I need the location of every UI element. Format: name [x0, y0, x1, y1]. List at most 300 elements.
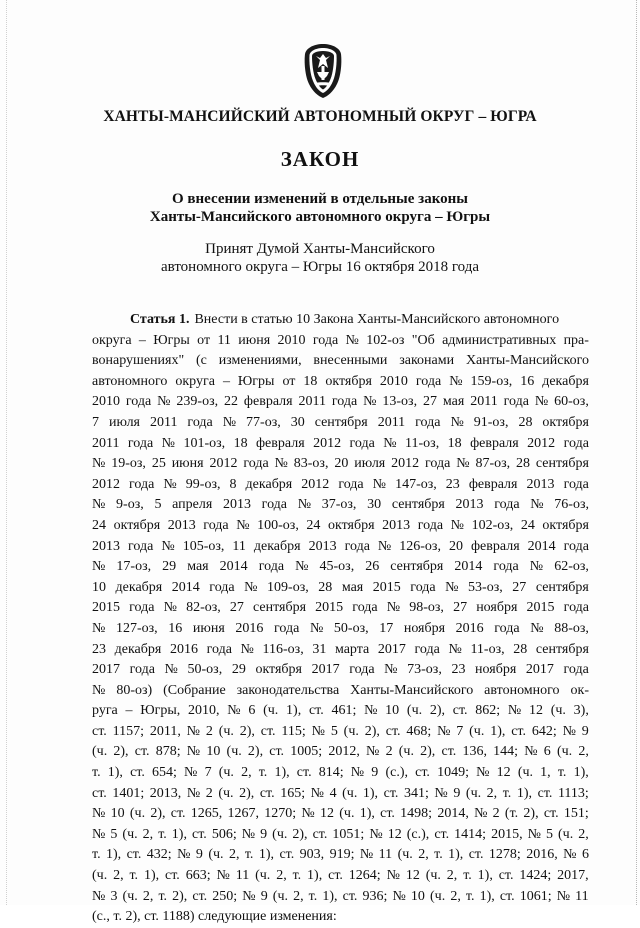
- article-word: 2011: [298, 394, 326, 410]
- article-word: 28: [516, 456, 531, 472]
- article-word: 1157;: [112, 723, 144, 739]
- article-word: 2013: [455, 497, 484, 513]
- document-title-line: Ханты-Мансийского автономного округа – Югры: [149, 209, 491, 225]
- article-word: 2011: [149, 414, 178, 430]
- article-word: №: [448, 641, 462, 657]
- article-word: 1),: [516, 785, 533, 801]
- article-word: №: [186, 785, 201, 801]
- article-word: 23: [445, 476, 460, 492]
- article-word: т.: [502, 785, 512, 801]
- article-word: ст.: [126, 847, 142, 863]
- article-word: №: [530, 620, 544, 636]
- article-word: 1113;: [557, 785, 589, 801]
- article-word: №: [386, 868, 400, 884]
- article-word: (ч.: [342, 785, 358, 801]
- article-word: 10: [92, 579, 106, 595]
- article-word: 88-оз,: [554, 620, 589, 636]
- article-word: –: [138, 332, 146, 348]
- article-heading: Статья 1.: [130, 312, 190, 327]
- article-word: –: [222, 373, 230, 389]
- article-word: 1),: [448, 847, 464, 863]
- article-line: [92, 660, 589, 681]
- article-line: [92, 557, 589, 578]
- article-word: 1),: [258, 847, 275, 863]
- document-title: [0, 190, 640, 226]
- article-word: Югры: [153, 332, 190, 348]
- article-line: [92, 434, 589, 455]
- article-word: 7: [204, 765, 212, 781]
- article-word: 4: [329, 785, 337, 801]
- article-word: 82-оз,: [186, 600, 221, 616]
- article-word: №: [163, 476, 177, 492]
- article-line: [92, 681, 589, 702]
- article-word: №: [236, 517, 250, 533]
- article-word: т.: [465, 888, 475, 904]
- article-word: 37-оз,: [321, 497, 357, 513]
- article-word: 2012: [301, 476, 330, 492]
- article-word: сентября: [314, 414, 368, 430]
- article-word: №: [216, 868, 230, 884]
- article-word: октября: [325, 373, 372, 389]
- article-word: 16: [168, 620, 183, 636]
- article-word: 1,: [540, 765, 551, 781]
- article-word: №: [530, 497, 544, 513]
- article-word: №: [161, 538, 175, 554]
- article-word: №: [476, 765, 490, 781]
- article-word: 1267,: [227, 806, 260, 822]
- article-word: №: [383, 435, 397, 451]
- article-word: октября: [328, 517, 375, 533]
- article-word: 115;: [281, 723, 306, 739]
- article-word: 28: [518, 414, 533, 430]
- article-word: года: [206, 641, 232, 657]
- article-word: (с.),: [406, 826, 430, 842]
- article-word: 468;: [406, 723, 432, 739]
- article-word: 878;: [155, 744, 181, 760]
- article-word: 5: [110, 826, 118, 842]
- article-word: №: [377, 538, 392, 554]
- article-word: года: [203, 517, 229, 533]
- article-word: 663;: [185, 868, 211, 884]
- article-word: 62-оз,: [554, 559, 589, 575]
- article-word: 1),: [307, 868, 323, 884]
- article-word: 12: [496, 765, 511, 781]
- article-word: года: [563, 538, 589, 554]
- article-word: т.: [292, 868, 302, 884]
- article-word: 2013: [526, 476, 555, 492]
- article-word: года: [352, 600, 378, 616]
- article-word: №: [434, 785, 448, 801]
- article-word: мая: [187, 559, 209, 575]
- article-word: 73-оз,: [407, 662, 442, 678]
- article-word: 1),: [490, 723, 506, 739]
- article-line: [92, 537, 589, 558]
- article-word: №: [92, 456, 106, 472]
- article-word: 1),: [322, 888, 338, 904]
- article-word: №: [311, 723, 325, 739]
- article-word: 127-оз,: [115, 620, 158, 636]
- article-word: года: [338, 476, 364, 492]
- article-word: года: [415, 414, 441, 430]
- article-word: №: [450, 517, 464, 533]
- article-line: [92, 516, 589, 537]
- article-word: года: [563, 662, 589, 678]
- article-word: февраля: [470, 435, 519, 451]
- article-word: 642;: [531, 723, 557, 739]
- article-word: ст.: [312, 826, 328, 842]
- scan-edge-right: [635, 0, 637, 905]
- article-word: №: [92, 826, 106, 842]
- article-word: 1),: [477, 868, 493, 884]
- article-word: сентября: [535, 456, 589, 472]
- article-word: №: [242, 888, 256, 904]
- article-word: 1),: [359, 806, 375, 822]
- article-word: 50-оз,: [333, 620, 369, 636]
- article-word: года: [415, 373, 442, 389]
- article-word: сентября: [253, 600, 307, 616]
- article-word: №: [241, 826, 256, 842]
- article-word: 144;: [493, 744, 519, 760]
- article-word: 461;: [331, 703, 357, 719]
- article-word: 25: [151, 456, 166, 472]
- article-word: 10: [110, 806, 125, 822]
- article-word: №: [309, 620, 324, 636]
- article-word: внесенными: [313, 353, 388, 369]
- article-word: 2014: [171, 579, 200, 595]
- article-word: №: [529, 559, 544, 575]
- article-word: (ч.: [406, 703, 423, 719]
- article-word: (ч.: [397, 847, 413, 863]
- article-word: 2016: [455, 620, 484, 636]
- article-word: 1270;: [264, 806, 297, 822]
- article-word: т.: [308, 888, 318, 904]
- article-word: 2),: [113, 744, 129, 760]
- article-word: №: [184, 765, 198, 781]
- article-word: ок-: [570, 682, 589, 698]
- article-word: года: [125, 394, 152, 410]
- article-word: октября: [542, 517, 589, 533]
- article-word: 2,: [578, 826, 589, 842]
- article-word: 26: [365, 559, 380, 575]
- article-word: ст.: [380, 806, 395, 822]
- article-word: сентября: [535, 641, 589, 657]
- article-word: 109-оз,: [267, 579, 309, 595]
- article-word: 17-оз,: [116, 559, 152, 575]
- article-word: ноября: [403, 620, 446, 636]
- article-word: №: [392, 888, 406, 904]
- article-word: т.: [158, 888, 168, 904]
- article-word: 8: [229, 476, 237, 492]
- article-word: 9: [260, 826, 268, 842]
- article-word: 12: [320, 806, 335, 822]
- article-word: года: [261, 497, 287, 513]
- article-word: 2015: [92, 600, 120, 616]
- article-word: (ч.: [122, 888, 138, 904]
- article-first-line-text: Внести в статью 10 Закона Ханты-Мансийского автономного: [194, 312, 560, 327]
- article-word: 10: [410, 888, 425, 904]
- article-word: 2),: [420, 744, 436, 760]
- article-word: 2012: [391, 456, 420, 472]
- article-word: (ч.: [218, 723, 234, 739]
- article-line: [92, 619, 589, 640]
- article-line: [92, 372, 589, 393]
- article-word: 1424;: [519, 868, 552, 884]
- scan-edge-left: [6, 0, 8, 905]
- article-word: №: [449, 373, 463, 389]
- article-line: [92, 701, 589, 722]
- article-word: 2012: [209, 456, 238, 472]
- article-word: года: [425, 456, 451, 472]
- article-word: (ч.: [469, 723, 485, 739]
- article-word: Ханты-Мансийского: [465, 353, 589, 369]
- article-word: 1),: [362, 785, 379, 801]
- article-word: ст.: [308, 703, 324, 719]
- article-word: декабря: [253, 538, 301, 554]
- article-word: 2,: [228, 847, 240, 863]
- article-word: №: [450, 414, 464, 430]
- article-word: 1),: [171, 826, 187, 842]
- article-word: 862;: [475, 703, 501, 719]
- article-word: т.: [463, 868, 472, 884]
- article-word: года: [494, 497, 520, 513]
- article-word: 919;: [329, 847, 355, 863]
- article-line: [92, 351, 589, 372]
- article-word: 9: [453, 785, 461, 801]
- article-word: №: [92, 620, 106, 636]
- article-word: 116-оз,: [262, 641, 304, 657]
- article-word: №: [186, 723, 201, 739]
- article-word: 3),: [573, 703, 589, 719]
- article-word: 903,: [299, 847, 325, 863]
- article-word: 27: [423, 394, 437, 410]
- article-word: 2),: [239, 785, 255, 801]
- article-word: ст.: [192, 888, 208, 904]
- article-word: т.: [158, 826, 167, 842]
- article-word: №: [157, 394, 171, 410]
- article-word: 105-оз,: [182, 538, 225, 554]
- article-word: июня: [192, 620, 225, 636]
- article-word: т.: [258, 765, 268, 781]
- article-word: 12: [528, 703, 543, 719]
- article-word: 2,: [578, 744, 589, 760]
- article-word: 1414;: [454, 826, 487, 842]
- article-word: 11: [378, 847, 393, 863]
- article-word: июня: [171, 456, 204, 472]
- article-word: года: [209, 579, 235, 595]
- article-word: (ч.: [272, 826, 288, 842]
- article-word: 27: [453, 600, 468, 616]
- article-word: ст.: [511, 723, 526, 739]
- article-word: 2,: [142, 826, 154, 842]
- article-word: 2,: [142, 888, 154, 904]
- article-word: 2013: [382, 517, 411, 533]
- article-word: 2),: [292, 826, 308, 842]
- article-line: [92, 495, 589, 516]
- article-word: Югры,: [140, 703, 181, 719]
- article-word: 100-оз,: [257, 517, 299, 533]
- article-word: ст.: [130, 765, 145, 781]
- article-word: 11: [235, 868, 250, 884]
- article-word: декабря: [114, 641, 162, 657]
- article-word: 126-оз,: [399, 538, 441, 554]
- article-line: [92, 454, 589, 475]
- article-word: законодательства: [236, 682, 340, 698]
- article-word: 9: [581, 723, 589, 739]
- article-word: №: [363, 394, 377, 410]
- article-word: №: [369, 826, 383, 842]
- article-word: ст.: [165, 868, 180, 884]
- article-word: автономного: [484, 682, 560, 698]
- article-word: 101-оз,: [183, 435, 226, 451]
- article-word: 18: [233, 435, 248, 451]
- article-word: 50-оз,: [187, 662, 223, 678]
- article-word: года: [331, 394, 358, 410]
- article-word: 2),: [172, 888, 188, 904]
- article-word: 2012: [313, 435, 342, 451]
- article-word: 2),: [239, 723, 255, 739]
- article-word: 2010: [379, 373, 408, 389]
- article-word: 23: [92, 641, 106, 657]
- article-word: (ч.: [517, 765, 534, 781]
- article-word: пра-: [563, 332, 589, 348]
- article-word: 1498;: [400, 806, 433, 822]
- article-word: 2015: [372, 579, 401, 595]
- article-word: (ч.: [272, 888, 288, 904]
- article-word: 432;: [146, 847, 172, 863]
- article-word: 10: [385, 703, 400, 719]
- article-word: года: [187, 414, 213, 430]
- article-word: №: [527, 826, 541, 842]
- article-word: октября: [113, 517, 161, 533]
- article-word: сентября: [390, 559, 444, 575]
- article-word: 45-оз,: [319, 559, 355, 575]
- article-word: года: [349, 662, 375, 678]
- article-word: 2017: [377, 641, 406, 657]
- article-word: (с: [195, 353, 207, 369]
- article-word: №: [359, 847, 374, 863]
- article-line: [92, 640, 589, 661]
- article-line: [92, 331, 589, 352]
- article-word: (ч.: [550, 703, 566, 719]
- article-word: 29: [231, 662, 246, 678]
- article-word: 16: [520, 373, 535, 389]
- article-word: ст.: [415, 765, 430, 781]
- article-word: 2015: [315, 600, 344, 616]
- article-word: ст.: [385, 723, 401, 739]
- article-word: 2010,: [188, 703, 220, 719]
- article-word: 29: [162, 559, 177, 575]
- article-word: (с.),: [385, 765, 408, 781]
- article-word: года: [243, 456, 269, 472]
- article-word: ст.: [279, 847, 295, 863]
- article-word: 80-оз): [116, 682, 153, 698]
- article-word: 2),: [150, 806, 166, 822]
- article-word: 31: [312, 641, 327, 657]
- article-word: №: [474, 806, 488, 822]
- article-word: года: [258, 559, 285, 575]
- article-word: №: [507, 703, 522, 719]
- article-word: №: [92, 806, 106, 822]
- article-word: №: [562, 723, 576, 739]
- article-word: 83-оз,: [293, 456, 329, 472]
- article-word: 239-оз,: [176, 394, 219, 410]
- article-word: года: [349, 435, 375, 451]
- article-word: 1264;: [348, 868, 381, 884]
- article-word: февраля: [255, 435, 305, 451]
- article-word: (ч.: [558, 826, 574, 842]
- article-word: 2013: [92, 538, 120, 554]
- article-word: года: [563, 435, 589, 451]
- article-word: (ч.: [122, 826, 138, 842]
- article-word: т.: [557, 765, 567, 781]
- article-word: (ч.: [218, 765, 234, 781]
- article-word: года: [493, 559, 519, 575]
- article-word: декабря: [245, 476, 293, 492]
- article-word: 2016: [235, 620, 264, 636]
- article-word: т.: [92, 847, 101, 863]
- article-word: октября: [542, 414, 589, 430]
- article-word: 6: [543, 744, 551, 760]
- article-word: декабря: [542, 373, 589, 389]
- article-word: "Об: [411, 332, 435, 348]
- article-word: года: [274, 620, 300, 636]
- article-word: 1),: [143, 868, 160, 884]
- article-line: [92, 907, 589, 928]
- article-word: 5: [330, 723, 338, 739]
- article-word: (ч.: [263, 703, 279, 719]
- article-body: [92, 331, 589, 928]
- article-word: 2011: [470, 394, 498, 410]
- article-word: 2011: [92, 435, 120, 451]
- article-word: от: [197, 332, 211, 348]
- article-word: сентября: [535, 579, 589, 595]
- article-word: ст.: [452, 703, 468, 719]
- article-word: №: [244, 579, 258, 595]
- article-first-line: [92, 310, 589, 331]
- article-word: №: [386, 600, 401, 616]
- article-word: №: [92, 888, 106, 904]
- article-line: [92, 825, 589, 846]
- article-word: мая: [341, 579, 364, 595]
- article-word: 1401;: [112, 785, 145, 801]
- article-word: 1265,: [190, 806, 223, 822]
- article-word: законами: [399, 353, 455, 369]
- article-word: 2013: [222, 497, 251, 513]
- article-word: 2: [492, 806, 500, 822]
- article-word: ст.: [537, 785, 553, 801]
- article-word: года: [494, 620, 520, 636]
- article-word: 341;: [403, 785, 429, 801]
- article-word: №: [345, 332, 359, 348]
- article-word: 2014: [527, 538, 556, 554]
- article-word: июля: [354, 456, 386, 472]
- article-word: 2),: [364, 723, 380, 739]
- article-word: 9: [371, 765, 379, 781]
- article-line-text: (с., т. 2), ст. 1188) следующие изменения:: [92, 909, 337, 925]
- article-word: 24: [520, 517, 535, 533]
- article-word: автономного: [92, 373, 168, 389]
- article-word: 2015: [526, 600, 555, 616]
- article-word: 19-оз,: [111, 456, 146, 472]
- article-word: 6: [581, 847, 589, 863]
- article-word: административных: [442, 332, 557, 348]
- article-word: июля: [108, 414, 140, 430]
- article-word: 159-оз,: [470, 373, 513, 389]
- article-word: изменениями,: [218, 353, 302, 369]
- article-word: ст.: [296, 765, 312, 781]
- article-word: ст.: [92, 723, 107, 739]
- article-word: №: [295, 559, 309, 575]
